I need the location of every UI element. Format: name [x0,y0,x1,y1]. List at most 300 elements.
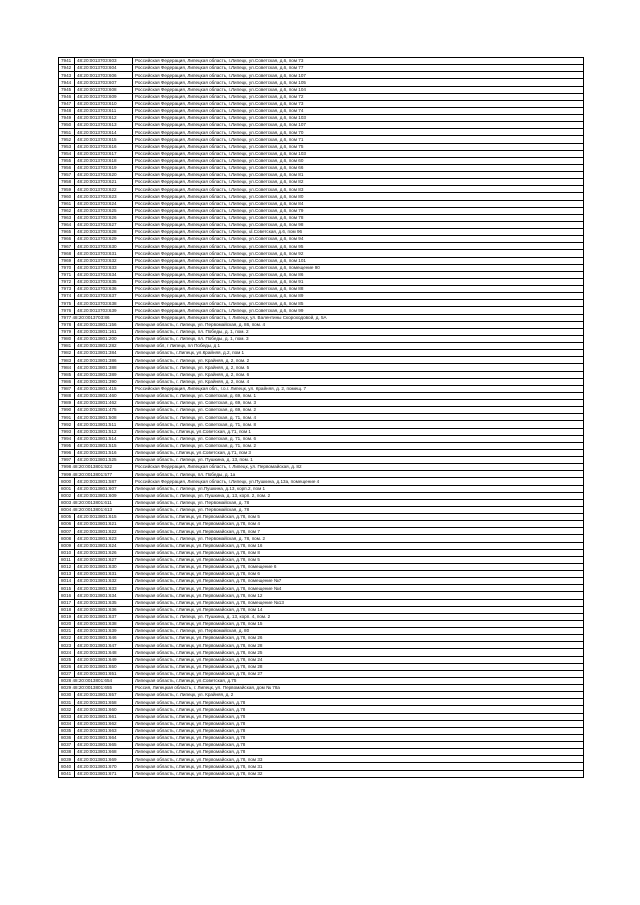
row-number: 8021 [59,628,75,635]
cadastral-number: 48:20:0013703:611 [75,107,133,114]
cadastral-number: 48:20:0013801:623 [75,535,133,542]
row-number: 7959 [59,186,75,193]
address: Липецкая область, г. Липецк, ул. Советская, д. 69, пом. 1 [133,392,584,399]
row-number: 7978 [59,321,75,328]
table-row [59,478,584,485]
address: Российская Федерация, Липецкая область, г.Липецк, ул.Советская, д.6, пом 84 [133,200,584,207]
cadastral-number: 48:20:0013703:630 [75,243,133,250]
table-row [59,243,584,250]
cadastral-number: 48:20:0013801:161 [75,328,133,335]
table-row [59,521,584,528]
document-sheet [58,57,583,778]
row-number: 8041 [59,770,75,777]
table-row [59,585,584,592]
cadastral-number: 48:20:0013801:663 [75,727,133,734]
table-row [59,300,584,307]
table-row [59,428,584,435]
cadastral-number: 48:20:0013703:603 [75,58,133,65]
address: Липецкая область, г.Липецк, ул.Первомайская, д.78, помещение №4 [133,585,584,592]
cadastral-number: 48:20:0013703:610 [75,100,133,107]
table-row [59,592,584,599]
row-number-cadastral: 7999 48:20:0013801:577 [59,471,133,478]
table-row [59,506,584,513]
address: Российская Федерация, Липецкая область, г.Липецк, ул.Советская, д.6, пом 82 [133,179,584,186]
cadastral-number: 48:20:0013703:637 [75,293,133,300]
address: Российская Федерация, Липецкая область, г.Липецк, ул.Советская, д.6, пом 89 [133,293,584,300]
table-row [59,414,584,421]
row-number: 7988 [59,392,75,399]
row-number: 8036 [59,734,75,741]
cadastral-number: 48:20:0013801:646 [75,635,133,642]
row-number: 8002 [59,492,75,499]
table-row [59,770,584,777]
row-number: 7954 [59,150,75,157]
cadastral-number: 48:20:0013801:638 [75,620,133,627]
address: Российская Федерация, Липецкая обл., г.о.г. Липецк, ул. Крайняя, д. 2, помещ. 7 [133,385,584,392]
row-number: 7950 [59,122,75,129]
row-number: 8018 [59,606,75,613]
row-number: 8038 [59,749,75,756]
cadastral-number: 48:20:0013801:607 [75,485,133,492]
row-number: 7969 [59,257,75,264]
address: Российская Федерация, Липецкая область, г.Липецк, ул.Советская, д.6, пом 70 [133,129,584,136]
address: Российская Федерация, Липецкая область, г.Липецк, ул.Советская, д.6, пом 75 [133,143,584,150]
table-row [59,250,584,257]
row-number: 7964 [59,221,75,228]
cadastral-number: 48:20:0013703:636 [75,286,133,293]
cadastral-number: 48:20:0013703:629 [75,236,133,243]
row-number: 8012 [59,563,75,570]
cadastral-number: 48:20:0013801:156 [75,321,133,328]
table-row [59,286,584,293]
row-number: 7949 [59,115,75,122]
address: Российская Федерация, Липецкая область, г.Липецк, ул.Советская, д.6, пом 98 [133,221,584,228]
table-row [59,613,584,620]
cadastral-number: 48:20:0013703:626 [75,214,133,221]
row-number: 8010 [59,549,75,556]
address: Российская Федерация, Липецкая область, г. Липецк, ул. Первомайская, д. 82 [133,464,584,471]
address: Российская Федерация, Липецкая область, г.Липецк, ул.Советская, д.6, пом 92 [133,250,584,257]
table-row [59,58,584,65]
row-number: 8032 [59,706,75,713]
table-row [59,100,584,107]
address: Липецкая область, г. Липецк, ул. Советская, д. 71, пом. 2 [133,442,584,449]
row-number: 8009 [59,542,75,549]
address: Российская Федерация, Липецкая область, г.Липецк, ул.Советская, д.6, пом 81 [133,172,584,179]
address: Российская Федерация, Липецкая область, г.Липецк, ул.Советская, д.6, пом 71 [133,136,584,143]
address: Российская Федерация, Липецкая область, г.Липецк, ул.Советская, д.6, пом 83 [133,186,584,193]
table-row [59,214,584,221]
row-number: 7981 [59,343,75,350]
cadastral-number: 48:20:0013703:635 [75,278,133,285]
cadastral-number: 48:20:0013801:514 [75,435,133,442]
cadastral-number: 48:20:0013703:620 [75,172,133,179]
address: Липецкая область, г.Липецк, ул.Советская, д.75 [133,677,584,684]
table-row [59,749,584,756]
address: Липецкая область, г. Липецк, ул. Первомайская, д. 78 [133,499,584,506]
row-number: 7971 [59,271,75,278]
table-row [59,371,584,378]
table-row [59,229,584,236]
row-number: 8006 [59,521,75,528]
row-number-cadastral: 7977 48:20:0013703:86 [59,314,133,321]
table-row [59,271,584,278]
cadastral-number: 48:20:0013703:628 [75,229,133,236]
row-number: 8015 [59,585,75,592]
cadastral-number: 48:20:0013703:619 [75,164,133,171]
row-number: 7956 [59,164,75,171]
row-number: 7966 [59,236,75,243]
address: Российская Федерация, Липецкая область, г.Липецк, ул.Советская, д.6, пом 74 [133,107,584,114]
row-number: 7960 [59,193,75,200]
table-row [59,578,584,585]
address: Российская Федерация, Липецкая область, г.Липецк, ул.Советская, д.6, пом 77 [133,65,584,72]
table-row [59,734,584,741]
cadastral-number: 48:20:0013703:634 [75,271,133,278]
row-number: 7944 [59,79,75,86]
cadastral-number: 48:20:0013801:650 [75,663,133,670]
cadastral-number: 48:20:0013801:671 [75,770,133,777]
row-number: 7992 [59,421,75,428]
table-row [59,335,584,342]
cadastral-number: 48:20:0013703:616 [75,143,133,150]
row-number: 8014 [59,578,75,585]
address: Липецкая область, г.Липецк, ул.Первомайская, д.78, пом 15 [133,620,584,627]
table-row [59,571,584,578]
address: Российская Федерация, Липецкая область, г.Липецк, ул.Советская, д.6, пом 99 [133,307,584,314]
cadastral-number: 48:20:0013801:658 [75,699,133,706]
table-row [59,606,584,613]
cadastral-number: 48:20:0013801:633 [75,585,133,592]
table-row [59,150,584,157]
cadastral-number: 48:20:0013703:615 [75,136,133,143]
row-number: 7951 [59,129,75,136]
table-row [59,692,584,699]
table-row [59,328,584,335]
cadastral-number: 48:20:0013801:662 [75,720,133,727]
table-row [59,742,584,749]
address: Липецкая область, г. Липецк, ул. Первомайская, д. 78 [133,506,584,513]
cadastral-number: 48:20:0013801:512 [75,428,133,435]
row-number: 8027 [59,670,75,677]
address: Липецкая область, г.Липецк, ул.Первомайская, д.78 [133,720,584,727]
address: Липецкая область, г.Липецк, ул.Первомайская, д.78, пом 5 [133,556,584,563]
address: Российская Федерация, Липецкая область, г.Липецк, ул.Советская, д.6, пом 79 [133,207,584,214]
address: Российская Федерация, Липецкая область, г.Липецк, ул.Советская, д.6, пом 94 [133,236,584,243]
address: Российская Федерация, Липецкая область, г.Липецк, ул.Советская, д.6, пом 107 [133,72,584,79]
cadastral-number: 48:20:0013801:622 [75,528,133,535]
table-row [59,86,584,93]
row-number: 7970 [59,264,75,271]
cadastral-number: 48:20:0013801:660 [75,706,133,713]
address: Липецкая область, г.Липецк, ул.Первомайская, д.78 [133,706,584,713]
address: Липецкая область, г. Липецк, пл. Победы, д. 1, пом. 3 [133,335,584,342]
row-number-cadastral: 8028 48:20:0013801:654 [59,677,133,684]
table-row [59,599,584,606]
row-number: 8024 [59,649,75,656]
address: Липецкая область, г. Липецк, ул. Первомайская, д. 86, пом. 4 [133,321,584,328]
table-row [59,207,584,214]
address: Российская Федерация, Липецкая область, г.Липецк, ул.Пушкина, д.13а, помещение 4 [133,478,584,485]
cadastral-number: 48:20:0013801:386 [75,357,133,364]
row-number: 7946 [59,93,75,100]
table-row [59,492,584,499]
cadastral-number: 48:20:0013801:587 [75,478,133,485]
cadastral-number: 48:20:0013703:638 [75,300,133,307]
cadastral-number: 48:20:0013801:515 [75,442,133,449]
cadastral-number: 48:20:0013703:608 [75,86,133,93]
address: Липецкая область, г. Липецк, ул. Крайняя, д. 2, пом. 5 [133,364,584,371]
address: Липецкая область, г.Липецк, ул.Первомайская, д.78, пом 8 [133,549,584,556]
table-row [59,542,584,549]
address: Липецкая область, г. Липецк, ул. Пушкина, д. 13, пом. 1 [133,457,584,464]
address: Российская Федерация, Липецкая область, г.Липецк, ul.Советская, д.6, пом 96 [133,229,584,236]
cadastral-number: 48:20:0013801:637 [75,613,133,620]
row-number: 7942 [59,65,75,72]
table-row [59,535,584,542]
cadastral-number: 48:20:0013801:647 [75,642,133,649]
address: Липецкая область, г. Липецк, пл. Победы, д. 1, пом. 2 [133,328,584,335]
address: Российская Федерация, Липецкая область, г.Липецк, ул.Советская, д.6, пом 66 [133,164,584,171]
row-number: 8013 [59,571,75,578]
row-number: 7991 [59,414,75,421]
table-row [59,278,584,285]
cadastral-number: 48:20:0013703:614 [75,129,133,136]
row-number: 7955 [59,157,75,164]
address: Липецкая область, г.Липецк, ул.Первомайская, д.78, пом 6 [133,571,584,578]
table-row [59,314,584,321]
address: Липецкая область, г.Липецк, ул.Первомайская, д.78, пом 16 [133,542,584,549]
cadastral-number: 48:20:0013801:624 [75,542,133,549]
row-number: 7967 [59,243,75,250]
row-number: 7993 [59,428,75,435]
address: Липецкая область, г.Липецк, ул.Первомайская, д.78 [133,727,584,734]
table-row [59,143,584,150]
row-number: 7983 [59,357,75,364]
address: Липецкая область, г. Липецк, ул. Пушкина, д. 13, корп. 2, пом. 2 [133,492,584,499]
cadastral-number: 48:20:0013703:627 [75,221,133,228]
table-row [59,635,584,642]
address: Российская Федерация, Липецкая область, г.Липецк, ул.Советская, д.6, пом 73 [133,58,584,65]
address: Российская Федерация, Липецкая область, г.Липецк, ул.Советская, д.6, пом 91 [133,278,584,285]
table-row [59,699,584,706]
cadastral-number: 48:20:0013801:508 [75,414,133,421]
row-number: 7974 [59,293,75,300]
table-row [59,72,584,79]
cadastral-number: 48:20:0013801:634 [75,592,133,599]
table-row [59,115,584,122]
table-row [59,620,584,627]
address: Липецкая область, г.Липецк, ул.Первомайская, д.78, пом 31 [133,763,584,770]
cadastral-number: 48:20:0013801:631 [75,571,133,578]
cadastral-number: 48:20:0013801:632 [75,578,133,585]
cadastral-number: 48:20:0013703:612 [75,115,133,122]
cadastral-number: 48:20:0013801:621 [75,521,133,528]
row-number: 8011 [59,556,75,563]
table-row [59,122,584,129]
row-number: 7968 [59,250,75,257]
address: Российская Федерация, Липецкая область, г.Липецк, ул.Советская, д.6, пом 104 [133,86,584,93]
cadastral-number: 48:20:0013801:651 [75,670,133,677]
cadastral-number: 48:20:0013703:607 [75,79,133,86]
table-row [59,677,584,684]
table-row [59,628,584,635]
cadastral-number: 48:20:0013801:670 [75,763,133,770]
address: Липецкая область, г.Липецк, ул.Первомайская, д.78 [133,734,584,741]
table-row [59,79,584,86]
address: Российская Федерация, Липецкая область, г. Липецк, ул. Валентины Скороходовой, д. 5А [133,314,584,321]
cadastral-number: 48:20:0013801:661 [75,713,133,720]
table-row [59,129,584,136]
table-row [59,407,584,414]
table-row [59,663,584,670]
row-number: 8022 [59,635,75,642]
cadastral-number: 48:20:0013801:388 [75,364,133,371]
table-row [59,93,584,100]
address: Российская Федерация, Липецкая область, г.Липецк, ул.Советская, д.6, пом 73 [133,100,584,107]
table-row [59,136,584,143]
address: Липецкая область, г.Липецк, ул.Первомайская, д.78 [133,742,584,749]
row-number: 7948 [59,107,75,114]
cadastral-number: 48:20:0013801:460 [75,392,133,399]
address: Липецкая область, г. Липецк, ул. Крайняя, д. 2, пом. 6 [133,371,584,378]
row-number: 8034 [59,720,75,727]
row-number: 8005 [59,514,75,521]
address: Российская Федерация, Липецкая область, г.Липецк, ул.Советская, д.6, пом 80 [133,193,584,200]
address: Липецкая область, г.Липецк, ул.Первомайская, д.78 [133,749,584,756]
address: Липецкая область, г.Липецк, ул.Первомайская, д.78, пом 32 [133,770,584,777]
address: Липецкая область, г. Липецк, ул. Советская, д. 69, пом. 2 [133,407,584,414]
cadastral-number: 48:20:0013801:525 [75,457,133,464]
cadastral-number: 48:20:0013801:664 [75,734,133,741]
row-number: 7982 [59,350,75,357]
address: Липецкая область, г.Липецк, ул.Первомайская, д.78, пом 4 [133,521,584,528]
row-number: 7986 [59,378,75,385]
row-number: 8023 [59,642,75,649]
row-number: 8019 [59,613,75,620]
cadastral-number: 48:20:0013801:657 [75,692,133,699]
cadastral-number: 48:20:0013801:615 [75,514,133,521]
row-number: 8035 [59,727,75,734]
table-row [59,65,584,72]
address: Российская Федерация, Липецкая область, г.Липецк, ул.Советская, д.6, пом 101 [133,257,584,264]
table-row [59,706,584,713]
row-number: 7965 [59,229,75,236]
table-row [59,186,584,193]
row-number: 7945 [59,86,75,93]
table-row [59,350,584,357]
row-number: 7987 [59,385,75,392]
row-number: 8031 [59,699,75,706]
row-number: 8030 [59,692,75,699]
row-number: 7980 [59,335,75,342]
cadastral-number: 48:20:0013703:621 [75,179,133,186]
cadastral-number: 48:20:0013703:639 [75,307,133,314]
cadastral-number: 48:20:0013801:649 [75,656,133,663]
address: Липецкая область, г. Липецк, ул. Советская, д. 69, пом. 3 [133,400,584,407]
cadastral-number: 48:20:0013801:609 [75,492,133,499]
table-row [59,236,584,243]
table-row [59,179,584,186]
cadastral-number: 48:20:0013703:631 [75,250,133,257]
table-row [59,307,584,314]
address: Российская Федерация, Липецкая область, г.Липецк, ул.Советская, д.6, пом 103 [133,150,584,157]
address: Липецкая область, г. Липецк, ул. Советская, д. 71, пом. 4 [133,414,584,421]
table-row [59,713,584,720]
cadastral-number: 48:20:0013801:627 [75,556,133,563]
row-number: 7997 [59,457,75,464]
row-number: 7996 [59,449,75,456]
table-row [59,685,584,692]
cadastral-number: 48:20:0013703:617 [75,150,133,157]
row-number: 7975 [59,300,75,307]
address: Липецкая область, г.Липецк, ул.Советская, д.71, пом 3 [133,449,584,456]
table-row [59,107,584,114]
row-number: 7989 [59,400,75,407]
address: Липецкая область, г.Липецк, ул.Первомайская, д.78, пом 27 [133,670,584,677]
table-row [59,556,584,563]
address: Российская Федерация, Липецкая область, г.Липецк, ул.Советская, д.6, пом 105 [133,79,584,86]
cadastral-number: 48:20:0013801:626 [75,549,133,556]
address: Липецкая область, г.Липецк, ул.Первомайская, д.78, пом 14 [133,606,584,613]
table-row [59,642,584,649]
address: Липецкая область, г.Липецк, ул.Первомайская, д.78, пом 28 [133,642,584,649]
cadastral-register-table [58,57,584,778]
table-row [59,464,584,471]
table-row [59,200,584,207]
address: Российская Федерация, Липецкая область, г.Липецк, ул.Советская, д.6, пом 88 [133,286,584,293]
cadastral-number: 48:20:0013801:669 [75,756,133,763]
row-number: 8026 [59,663,75,670]
address: Липецкая область, г. Липецк, ул.Пушкина, д.13, корп.2, пом 1 [133,485,584,492]
table-row [59,442,584,449]
row-number: 7961 [59,200,75,207]
address: Липецкая область, г. Липецк, пл. Победы, д. 1а [133,471,584,478]
row-number: 7957 [59,172,75,179]
row-number: 8033 [59,713,75,720]
cadastral-number: 48:20:0013801:475 [75,407,133,414]
table-row [59,449,584,456]
row-number-cadastral: 8004 48:20:0013801:613 [59,506,133,513]
table-row [59,400,584,407]
table-row [59,485,584,492]
row-number: 7953 [59,143,75,150]
table-row [59,193,584,200]
cadastral-number: 48:20:0013801:389 [75,371,133,378]
address: Липецкая область, г.Липецк, ул.Советская, д.71, пом 1 [133,428,584,435]
row-number: 8007 [59,528,75,535]
address: Липецкая область, г. Липецк, ул. Крайняя, д. 2, пом. 2 [133,357,584,364]
cadastral-number: 48:20:0013703:625 [75,207,133,214]
table-row [59,549,584,556]
row-number: 8025 [59,656,75,663]
address: Липецкая область, г.Липецк, ул.Первомайская, д.78, пом 33 [133,756,584,763]
table-row [59,264,584,271]
address: Российская Федерация, Липецкая область, г.Липецк, ул.Советская, д.6, пом 103 [133,115,584,122]
address: Липецкая область, г.Липецк, ул.Первомайская, д.78, помещение №7 [133,578,584,585]
cadastral-number: 48:20:0013801:462 [75,400,133,407]
table-row [59,321,584,328]
table-row [59,385,584,392]
row-number: 7985 [59,371,75,378]
address: Липецкая область, г. Липецк, ул. Советская, д. 71, пом. 8 [133,421,584,428]
table-row [59,172,584,179]
address: Липецкая область, г.Липецк, ул.Первомайская, д.78, пом 24 [133,656,584,663]
address: Липецкая область, г.Липецк, ул.Первомайская, д.78, пом 12 [133,592,584,599]
table-row [59,649,584,656]
row-number: 8017 [59,599,75,606]
cadastral-number: 48:20:0013801:665 [75,742,133,749]
